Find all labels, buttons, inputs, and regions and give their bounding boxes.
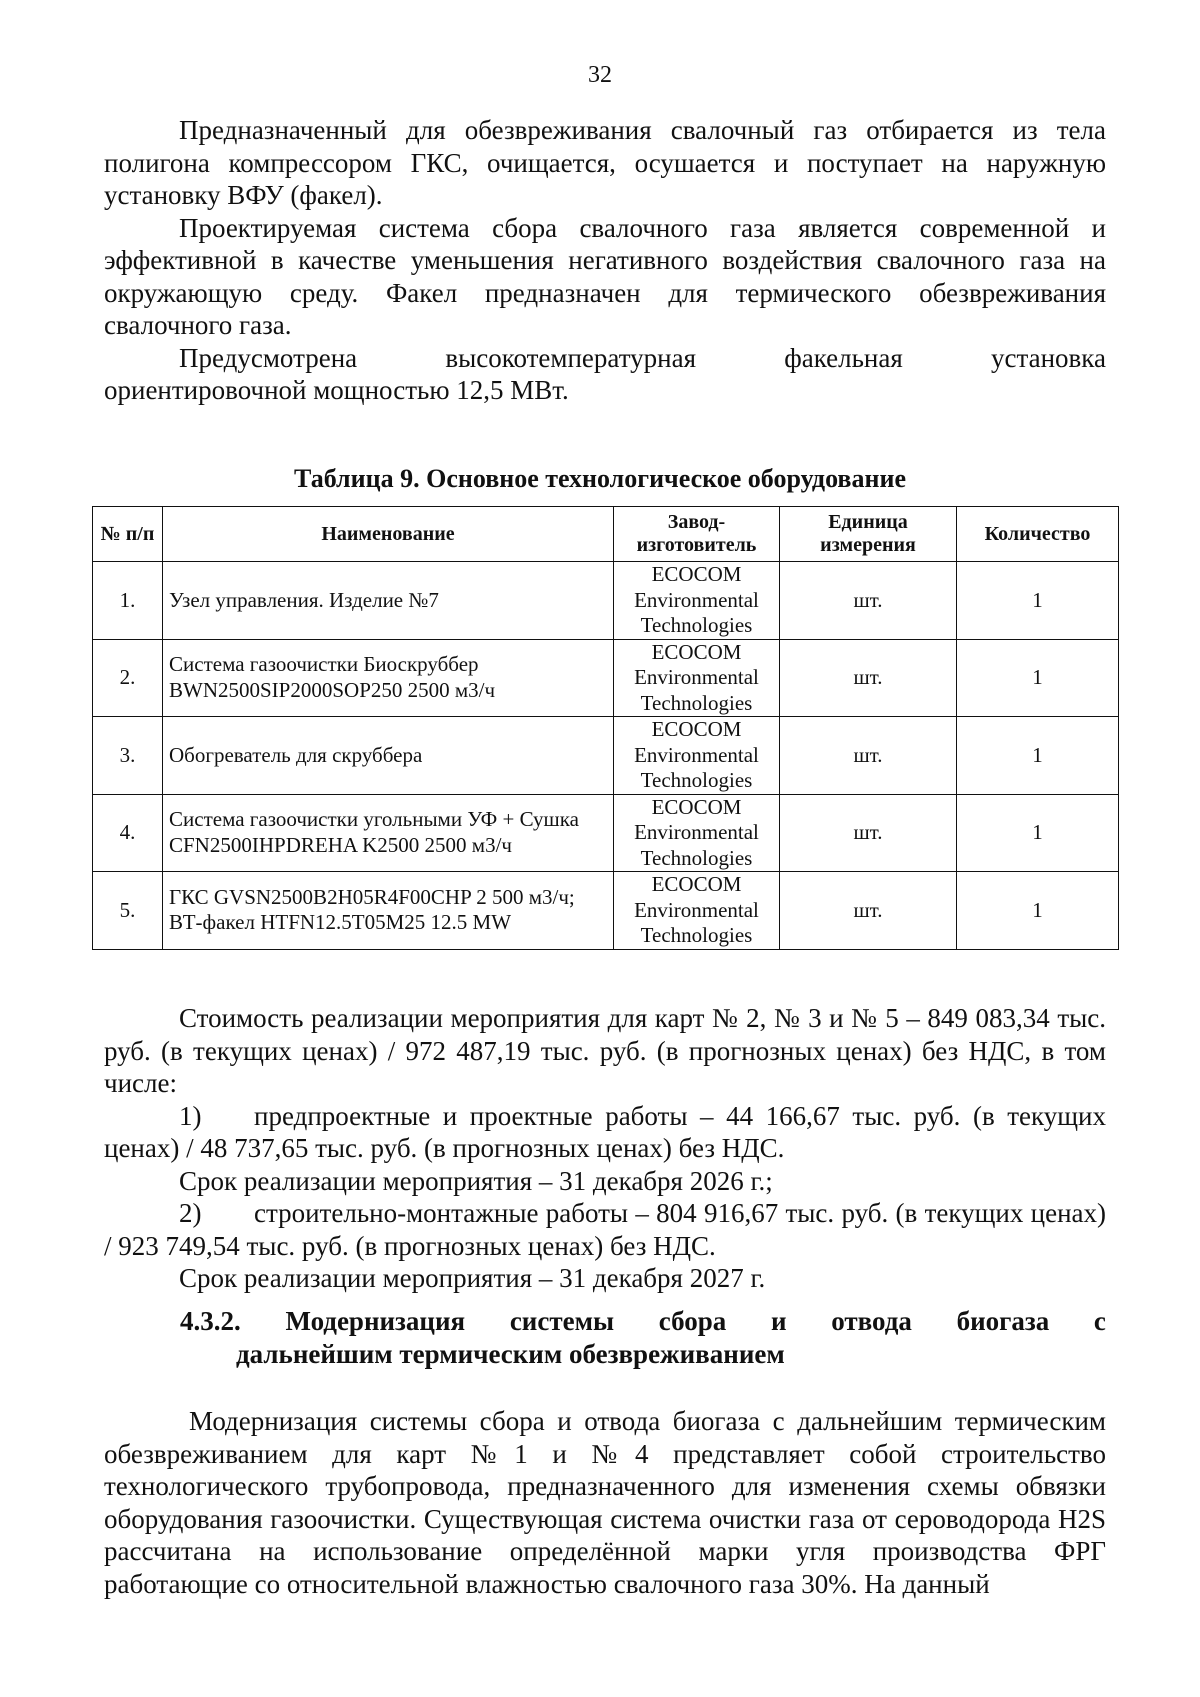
maker-line: Environmental xyxy=(634,742,759,767)
cost-item-number: 2) xyxy=(179,1198,202,1228)
table-row xyxy=(93,872,1119,950)
equipment-table xyxy=(92,506,1119,950)
header-num: № п/п xyxy=(93,507,163,562)
cost-item-2-deadline: Срок реализации мероприятия – 31 декабря 2027 г. xyxy=(179,1263,766,1293)
section-title-word: биогаза xyxy=(956,1306,1050,1336)
section-text xyxy=(104,1405,1106,1600)
section-title-word: Модернизация xyxy=(285,1306,466,1336)
section-heading xyxy=(180,1305,1106,1370)
row-name: Система газоочистки Биоскруббер BWN2500SIP2000SOP250 2500 м3/ч xyxy=(163,639,614,717)
cost-paragraph: Стоимость реализации мероприятия для карт № 2, № 3 и № 5 – 849 083,34 тыс. руб. (в текущих ценах) / 972 487,19 тыс. руб. (в прогнозных ценах) без НДС, в том числе: xyxy=(104,1003,1106,1098)
section-number: 4.3.2. xyxy=(180,1306,241,1336)
row-num: 2. xyxy=(93,639,163,717)
table-row xyxy=(93,639,1119,717)
row-name: Узел управления. Изделие №7 xyxy=(163,562,614,640)
row-unit: шт. xyxy=(780,794,957,872)
section-title-word: отвода xyxy=(831,1306,912,1336)
table-row xyxy=(93,794,1119,872)
maker-line: Environmental xyxy=(634,897,759,922)
section-title-word: с xyxy=(1093,1306,1106,1336)
maker-line: Technologies xyxy=(640,845,753,870)
header-maker: Завод-изготовитель xyxy=(614,507,780,562)
row-name: Обогреватель для скруббера xyxy=(163,717,614,795)
row-maker xyxy=(614,562,780,640)
header-name: Наименование xyxy=(163,507,614,562)
maker-line: Environmental xyxy=(634,820,759,844)
cost-item-1 xyxy=(104,1100,1106,1165)
maker-line: Environmental xyxy=(634,587,759,612)
intro-paragraph-3-line-1: Предусмотрена высокотемпературная факельная установка xyxy=(179,342,1106,373)
row-unit: шт. xyxy=(780,872,957,950)
cost-text xyxy=(104,1002,1106,1295)
section-title-word: системы xyxy=(509,1306,615,1336)
table-title: Таблица 9. Основное технологическое оборудование xyxy=(294,464,906,493)
maker-line: ECOCOM xyxy=(651,794,742,819)
maker-line: ECOCOM xyxy=(651,562,742,586)
row-num: 5. xyxy=(93,872,163,950)
row-num: 1. xyxy=(93,562,163,640)
maker-line: ECOCOM xyxy=(651,717,742,741)
table-header-row xyxy=(93,507,1119,562)
cost-item-1-deadline: Срок реализации мероприятия – 31 декабря 2026 г.; xyxy=(179,1165,773,1196)
header-qty: Количество xyxy=(957,507,1119,562)
row-qty: 1 xyxy=(957,717,1119,795)
row-qty: 1 xyxy=(957,794,1119,872)
row-qty: 1 xyxy=(957,639,1119,717)
intro-paragraph-1: Предназначенный для обезвреживания свалочный газ отбирается из тела полигона компрессором ГКС, очищается, осушается и поступает на наружную установку ВФУ (факел). xyxy=(104,115,1106,210)
cost-item-text: предпроектные и проектные работы – 44 166,67 тыс. руб. (в текущих ценах) / 48 737,65 тыс. руб. (в прогнозных ценах) без НДС. xyxy=(104,1100,1106,1163)
maker-line: Technologies xyxy=(640,923,753,947)
row-qty: 1 xyxy=(957,562,1119,640)
cost-item-text: строительно-монтажные работы – 804 916,67 тыс. руб. (в текущих ценах) / 923 749,54 тыс. руб. (в прогнозных ценах) без НДС. xyxy=(104,1198,1106,1261)
maker-line: Technologies xyxy=(640,613,753,637)
row-maker xyxy=(614,717,780,795)
maker-line: Technologies xyxy=(640,690,753,715)
section-title-word: и xyxy=(770,1306,787,1336)
row-qty: 1 xyxy=(957,872,1119,950)
row-name: Система газоочистки угольными УФ + Сушка CFN2500IHPDREHA K2500 2500 м3/ч xyxy=(163,794,614,872)
maker-line: ECOCOM xyxy=(651,639,742,664)
maker-line: Technologies xyxy=(640,768,753,792)
maker-line: Environmental xyxy=(634,665,759,689)
row-num: 3. xyxy=(93,717,163,795)
row-unit: шт. xyxy=(780,562,957,640)
section-paragraph: Модернизация системы сбора и отвода биогаза с дальнейшим термическим обезвреживанием для карт №1 и №4 представляет собой строительство технологического трубопровода, предназначенного для изменения схемы обвязки оборудования газоочистки. Существующая система очистки газа от сероводорода H2S рассчитана на использование определённой марки угля производства ФРГ работающие со относительной влажностью свалочного газа 30%. На данный xyxy=(104,1406,1106,1599)
maker-line: ECOCOM xyxy=(651,872,742,896)
row-unit: шт. xyxy=(780,639,957,717)
row-name: ГКС GVSN2500B2H05R4F00CHP 2 500 м3/ч; ВТ-факел HTFN12.5T05M25 12.5 MW xyxy=(163,872,614,950)
table-row xyxy=(93,562,1119,640)
intro-paragraph-3-line-2: ориентировочной мощностью 12,5 МВт. xyxy=(104,375,569,405)
section-heading-line-2: дальнейшим термическим обезвреживанием xyxy=(236,1338,785,1369)
row-unit: шт. xyxy=(780,717,957,795)
cost-item-2 xyxy=(104,1197,1106,1262)
section-heading-line-1 xyxy=(180,1305,1106,1338)
row-maker xyxy=(614,639,780,717)
cost-item-number: 1) xyxy=(179,1100,202,1131)
row-maker xyxy=(614,872,780,950)
section-title-word: сбора xyxy=(658,1306,727,1336)
intro-text xyxy=(104,114,1106,407)
row-num: 4. xyxy=(93,794,163,872)
table-row xyxy=(93,717,1119,795)
intro-paragraph-2: Проектируемая система сбора свалочного газа является современной и эффективной в качестве уменьшения негативного воздействия свалочного газа на окружающую среду. Факел предназначен для термического обезвреживания свалочного газа. xyxy=(104,212,1106,340)
row-maker xyxy=(614,794,780,872)
page-number: 32 xyxy=(588,62,612,88)
header-unit: Единица измерения xyxy=(780,507,957,562)
